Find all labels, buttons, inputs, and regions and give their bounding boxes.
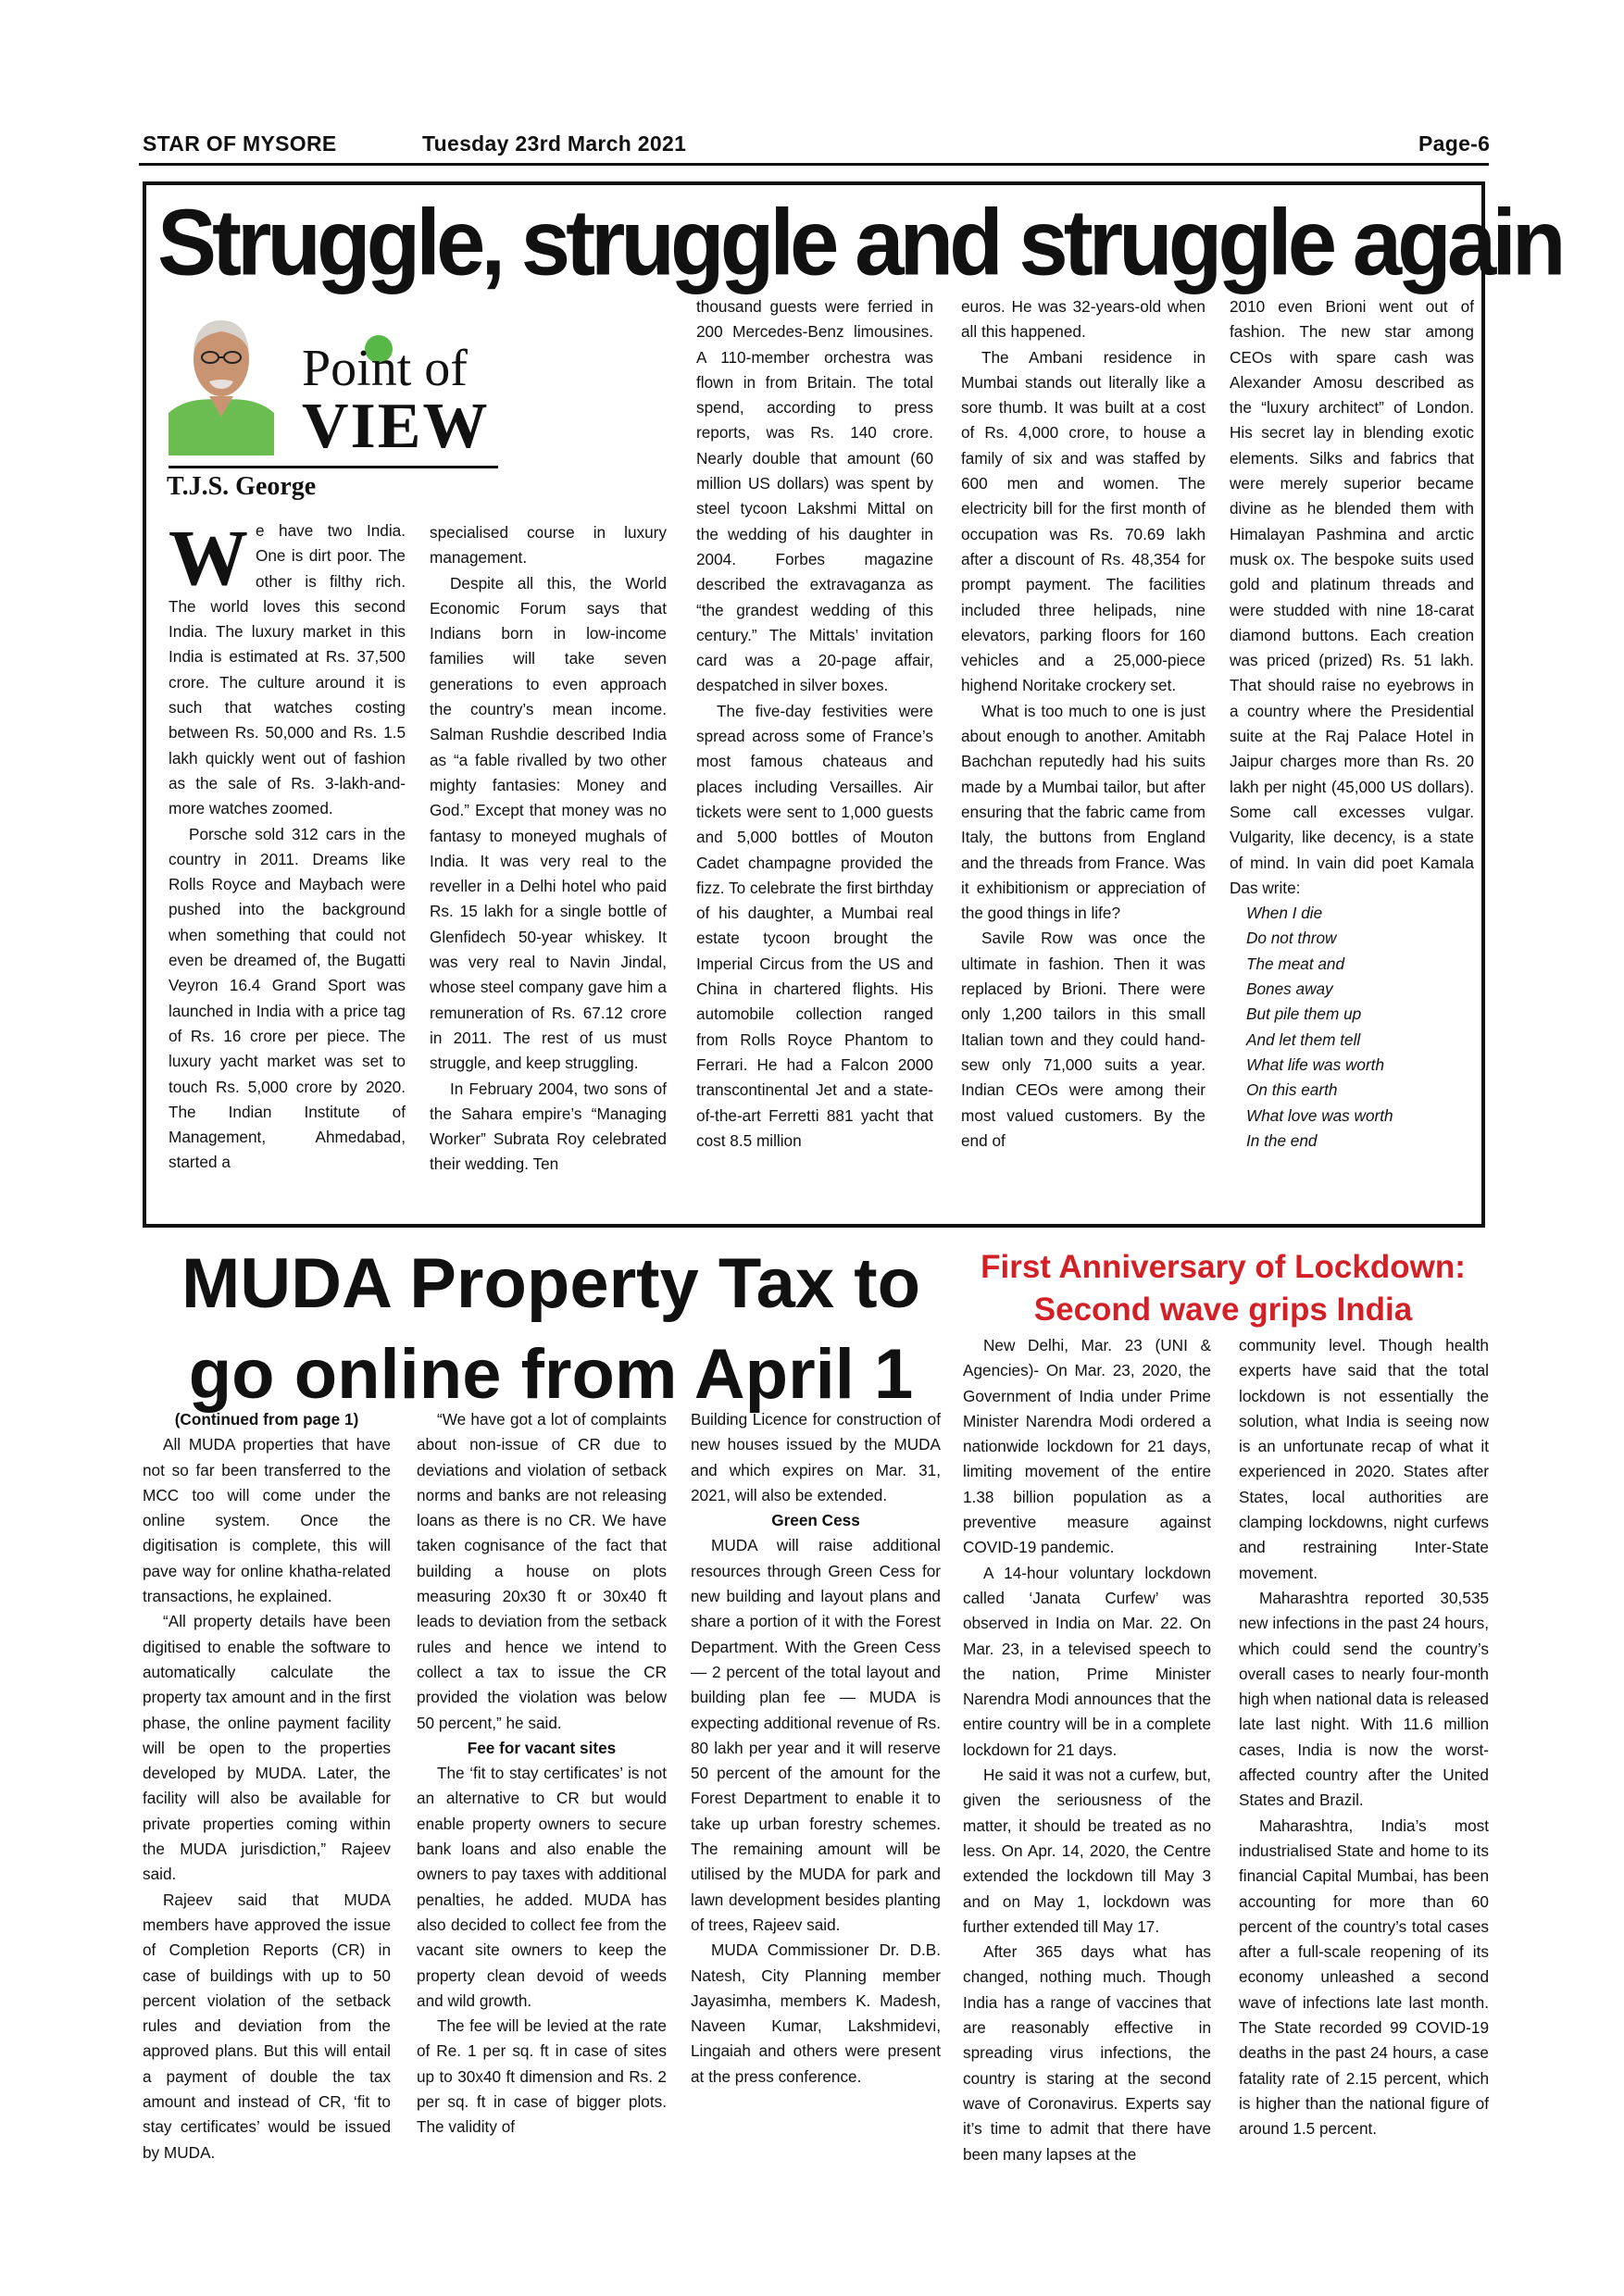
poem-line: What life was worth <box>1246 1054 1385 1074</box>
poem-line: On this earth <box>1246 1080 1338 1100</box>
muda-headline: MUDA Property Tax to go online from April 1 <box>181 1244 921 1414</box>
subheading: Fee for vacant sites <box>467 1738 617 1757</box>
paragraph: The Ambani residence in Mumbai stands out literally like a sore thumb. It was built at a cost of Rs. 4,000 crore, to house a family of six and was staffed by 600 men and women. The electricity bill for the first month of occupation was Rs. 70.69 lakh after a discount of Rs. 48,354 for prompt payment. The facilities included three helipads, nine elevators, parking floors for 160 vehicles and a 25,000-piece highend Noritake crockery set. <box>961 347 1206 695</box>
byline: T.J.S. George <box>167 472 317 501</box>
poem-line: What love was worth <box>1246 1105 1393 1125</box>
paragraph: The fee will be levied at the rate of Re. 1 per sq. ft in case of sites up to 30x40 ft dimension and Rs. 2 per sq. ft in case of bigger plots. The validity of <box>417 2016 667 2137</box>
paragraph: Building Licence for construction of new houses issued by the MUDA and which expires on Mar. 31, 2021, will also be extended. <box>691 1410 941 1504</box>
poem-line: Bones away <box>1246 980 1333 999</box>
paragraph: euros. He was 32-years-old when all this happened. <box>961 297 1206 342</box>
paper-name: STAR OF MYSORE <box>143 131 337 156</box>
poem-line: But pile them up <box>1246 1004 1362 1024</box>
paragraph: After 365 days what has changed, nothing much. Though India has a range of vaccines that are reasonably effective in spreading virus infections, the country is staring at the second wave of Coronavirus. Experts say it’s time to admit that there have been many lapses at the <box>963 1942 1211 2164</box>
paragraph: Savile Row was once the ultimate in fashion. Then it was replaced by Brioni. There were only 1,200 tailors in this small Italian town and they could hand-sew only 71,000 suits a year. Indian CEOs were among their most valued customers. By the end of <box>961 929 1206 1150</box>
column-logo-line2: VIEW <box>302 391 490 462</box>
paragraph: He said it was not a curfew, but, given the seriousness of the matter, it should be treated as no less. On Apr. 14, 2020, the Centre extended the lockdown till May 3 and on May 1, lockdown was further extended till May 17. <box>963 1766 1211 1936</box>
paragraph: e have two India. One is dirt poor. The other is filthy rich. The world loves this second India. The luxury market in this India is estimated at Rs. 37,500 crore. The culture around it is such that watches costing between Rs. 50,000 and Rs. 1.5 lakh quickly went out of fashion as the sale of Rs. 3-lakh-and-more watches zoomed. <box>169 521 406 818</box>
feature-column-4 <box>961 294 1206 1154</box>
poem-line: When I die <box>1246 904 1323 923</box>
feature-column-3 <box>696 294 933 1154</box>
feature-column-2 <box>430 520 667 1178</box>
lockdown-column-1 <box>963 1333 1211 2167</box>
feature-column-1 <box>169 513 406 1176</box>
paragraph: specialised course in luxury management. <box>430 523 667 568</box>
paragraph: community level. Though health experts have said that the total lockdown is not essentially the solution, what India is seeing now is an unfortunate recap of what it experienced in 2020. States after States, local authorities are clamping lockdowns, night curfews and restraining Inter-State movement. <box>1239 1336 1489 1582</box>
column-logo <box>302 340 490 462</box>
page-number: Page-6 <box>1418 131 1491 156</box>
paragraph: Porsche sold 312 cars in the country in 2011. Dreams like Rolls Royce and Maybach were pushed into the background when something that could not even be dreamed of, the Bugatti Veyron 16.4 Grand Sport was launched in India with a price tag of Rs. 16 crore per piece. The luxury yacht market was set to touch Rs. 5,000 crore by 2020. The Indian Institute of Management, Ahmedabad, started a <box>169 824 406 1172</box>
paragraph: All MUDA properties that have not so far been transferred to the MCC too will come under the online system. Once the digitisation is complete, this will pave way for online khatha-related transactions, he explained. <box>143 1435 391 1606</box>
muda-column-3 <box>691 1407 941 2090</box>
muda-column-1 <box>143 1407 391 2165</box>
drop-cap: W <box>169 513 248 602</box>
muda-column-2 <box>417 1407 667 2140</box>
poem-line: Do not throw <box>1246 929 1337 948</box>
poem-line: The meat and <box>1246 954 1345 973</box>
feature-column-5 <box>1230 294 1474 1154</box>
lockdown-headline <box>959 1246 1487 1331</box>
poem-line: And let them tell <box>1246 1029 1361 1049</box>
lockdown-headline-line1: First Anniversary of Lockdown: <box>981 1249 1466 1285</box>
paragraph: 2010 even Brioni went out of fashion. The new star among CEOs with spare cash was Alexander Amosu described as the “luxury architect” of London. His secret lay in blending exotic elements. Silks and fabrics that were merely superior became divine as he blended them with Himalayan Pashmina and arctic musk ox. The bespoke suits used gold and platinum threads and were studded with nine 18-carat diamond buttons. Each creation was priced (prized) Rs. 51 lakh. That should raise no eyebrows in a country where the Presidential suite at the Raj Palace Hotel in Jaipur charges more than Rs. 20 lakh per night (45,000 US dollars). Some call excesses vulgar. Vulgarity, like decency, is a state of mind. In vain did poet Kamala Das write: <box>1230 297 1474 897</box>
column-logo-line1: Point of <box>302 340 468 397</box>
paragraph: thousand guests were ferried in 200 Mercedes-Benz limousines. A 110-member orchestra was flown in from Britain. The total spend, according to press reports, was Rs. 140 crore. Nearly double that amount (60 million US dollars) was spent by steel tycoon Lakshmi Mittal on the wedding of his daughter in 2004. Forbes magazine described the extravaganza as “the grandest wedding of this century.” The Mittals’ invitation card was a 20-page affair, despatched in silver boxes. <box>696 297 933 695</box>
feature-headline: Struggle, struggle and struggle again <box>157 191 1562 295</box>
paragraph: The ‘fit to stay certificates’ is not an alternative to CR but would enable property owners to secure bank loans and also enable the owners to pay taxes with additional penalties, he added. MUDA has also decided to collect fee from the vacant site owners to keep the property clean devoid of weeds and wild growth. <box>417 1764 667 2010</box>
paragraph: MUDA Commissioner Dr. D.B. Natesh, City Planning member Jayasimha, members K. Madesh, Naveen Kumar, Lakshmidevi, Lingaiah and others were present at the press conference. <box>691 1940 941 2086</box>
paragraph: “All property details have been digitised to enable the software to automatically calculate the property tax amount and in the first phase, the online payment facility will be open to the properties developed by MUDA. Later, the facility will also be available for private properties coming within the MUDA jurisdiction,” Rajeev said. <box>143 1612 391 1884</box>
paragraph: “We have got a lot of complaints about non-issue of CR due to deviations and violation of setback norms and banks are not releasing loans as there is no CR. We have taken cognisance of the fact that building a house on plots measuring 20x30 ft or 30x40 ft leads to deviation from the setback rules and hence we intend to collect a tax to issue the CR provided the violation was below 50 percent,” he said. <box>417 1410 667 1732</box>
lockdown-column-2 <box>1239 1333 1489 2142</box>
header-rule <box>139 163 1489 166</box>
paragraph: Maharashtra, India’s most industrialised State and home to its financial Capital Mumbai, has been accounting for more than 60 percent of the country’s total cases after a full-scale reopening of its economy unleashed a second wave of infections late last month. The State recorded 99 COVID-19 deaths in the past 24 hours, a case fatality rate of 2.15 percent, which is higher than the national figure of around 1.5 percent. <box>1239 1816 1489 2139</box>
paragraph: What is too much to one is just about enough to another. Amitabh Bachchan reputedly had his suits made by a Mumbai tailor, but after ensuring that the fabric came from Italy, the buttons from England and the threads from France. Was it exhibitionism or appreciation of the good things in life? <box>961 701 1206 923</box>
continued-note: (Continued from page 1) <box>174 1410 359 1429</box>
issue-date: Tuesday 23rd March 2021 <box>422 131 687 156</box>
paragraph: Maharashtra reported 30,535 new infections in the past 24 hours, which could send the country’s overall cases to nearly four-month high when national data is released late last night. With 11.6 million cases, India is now the worst-affected country after the United States and Brazil. <box>1239 1588 1489 1810</box>
poem <box>1230 901 1474 1154</box>
paragraph: The five-day festivities were spread across some of France’s most famous chateaus and places including Versailles. Air tickets were sent to 1,000 guests and 5,000 bottles of Mouton Cadet champagne provided the fizz. To celebrate the first birthday of his daughter, a Mumbai real estate tycoon brought the Imperial Circus from the US and China in chartered flights. His automobile collection ranged from Rolls Royce Phantom to Ferrari. He had a Falcon 2000 transcontinental Jet and a state-of-the-art Ferretti 881 yacht that cost 8.5 million <box>696 701 933 1150</box>
subheading: Green Cess <box>771 1511 860 1530</box>
paragraph: In February 2004, two sons of the Sahara empire’s “Managing Worker” Subrata Roy celebrated their wedding. Ten <box>430 1079 667 1174</box>
paragraph: MUDA will raise additional resources through Green Cess for new building and layout plans and share a portion of it with the Forest Department. With the Green Cess — 2 percent of the total layout and building plan fee — MUDA is expecting additional revenue of Rs. 80 lakh per year and it will reserve 50 percent of the amount for the Forest Department to enable it to take up urban forestry schemes. The remaining amount will be utilised by the MUDA for park and lawn development besides planting of trees, Rajeev said. <box>691 1536 941 1934</box>
paragraph: Despite all this, the World Economic Forum says that Indians born in low-income families will take seven generations to even approach the country’s mean income. Salman Rushdie described India as “a fable rivalled by two other mighty fantasies: Money and God.” Except that money was no fantasy to moneyed mughals of India. It was very real to the reveller in a Delhi hotel who paid Rs. 15 lakh for a single bottle of Glenfidech 50-year whiskey. It was very real to Navin Jindal, whose steel company gave him a remuneration of Rs. 67.12 crore in 2011. The rest of us must struggle, and keep struggling. <box>430 573 667 1073</box>
lockdown-headline-line2: Second wave grips India <box>1033 1292 1413 1328</box>
byline-rule <box>169 466 498 468</box>
poem-line: In the end <box>1246 1130 1318 1150</box>
paragraph: A 14-hour voluntary lockdown called ‘Janata Curfew’ was observed in India on Mar. 22. On Mar. 23, in a televised speech to the nation, Prime Minister Narendra Modi announces that the entire country will be in a complete lockdown for 21 days. <box>963 1563 1211 1759</box>
paragraph: Rajeev said that MUDA members have approved the issue of Completion Reports (CR) in case of buildings with up to 50 percent violation of the setback rules and deviation from the approved plans. But this will entail a payment of double the tax amount and instead of CR, ‘fit to stay certificates’ would be issued by MUDA. <box>143 1890 391 2162</box>
paragraph: New Delhi, Mar. 23 (UNI & Agencies)- On Mar. 23, 2020, the Government of India under Prime Minister Narendra Modi ordered a nationwide lockdown for 21 days, limiting movement of the entire 1.38 billion population as a preventive measure against COVID-19 pandemic. <box>963 1336 1211 1557</box>
columnist-photo <box>169 304 274 455</box>
